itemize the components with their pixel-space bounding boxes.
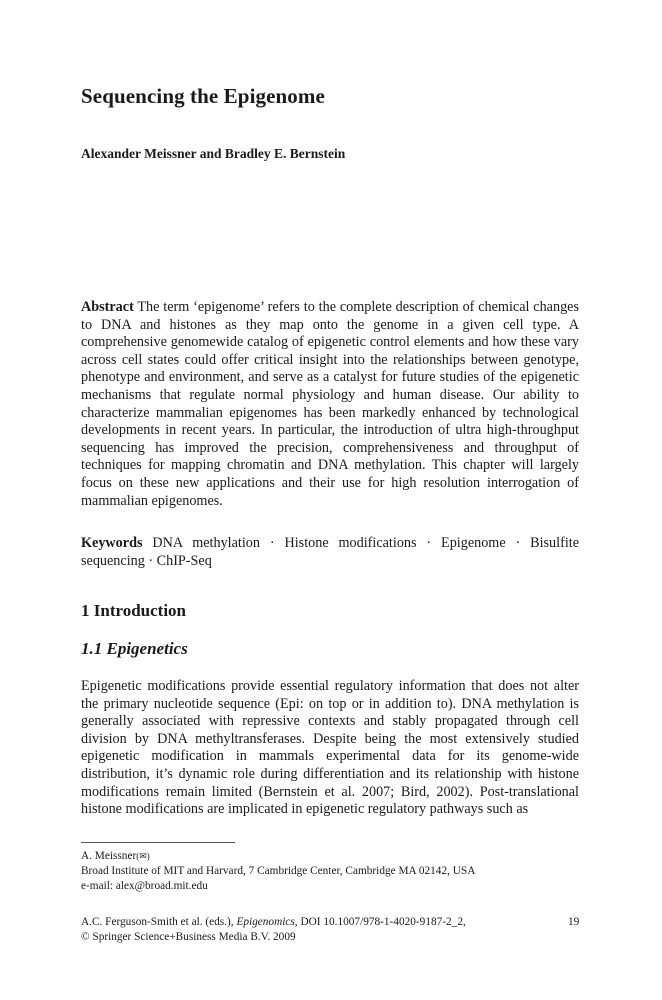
- citation-doi: , DOI 10.1007/978-1-4020-9187-2_2,: [294, 916, 466, 928]
- footnote-email: e-mail: alex@broad.mit.edu: [81, 880, 208, 892]
- citation-editors: A.C. Ferguson-Smith et al. (eds.),: [81, 916, 237, 928]
- page-number: 19: [568, 916, 580, 928]
- author-list: Alexander Meissner and Bradley E. Bernstein: [81, 146, 346, 161]
- body-paragraph: Epigenetic modifications provide essential regulatory information that does not alter the primary nucleotide sequence (Epi: on top or in addition to). DNA methylation is generally associated with repressive contexts and stably propagated through cell division by DNA methyltransferases. Despite being the most extensively studied epigenetic modification in mammals experimental data for its genome-wide distribution, it’s dynamic role during differentiation and its relationship with histone modifications remain limited (Bernstein et al. 2007; Bird, 2002). Post-translational histone modifications are implicated in epigenetic regulatory pathways such as: [81, 678, 579, 818]
- chapter-title: Sequencing the Epigenome: [81, 84, 325, 108]
- author-footnote: [81, 849, 581, 894]
- footnote-divider: [81, 842, 235, 843]
- citation-line: [81, 915, 581, 930]
- abstract-label: Abstract: [81, 299, 134, 315]
- citation-book: Epigenomics: [236, 916, 295, 928]
- subsection-heading-epigenetics: 1.1 Epigenetics: [81, 639, 188, 658]
- section-heading-introduction: 1 Introduction: [81, 601, 187, 620]
- citation-copyright: © Springer Science+Business Media B.V. 2009: [81, 931, 296, 943]
- keywords-label: Keywords: [81, 535, 143, 551]
- footnote-author-line: [81, 849, 581, 864]
- mail-icon: (✉): [136, 851, 150, 861]
- keywords-paragraph: [81, 535, 579, 570]
- keywords-text: DNA methylation · Histone modifications · Epigenome · Bisulfite sequencing · ChIP-Seq: [81, 535, 580, 569]
- citation-block: [81, 915, 581, 945]
- footnote-affiliation: Broad Institute of MIT and Harvard, 7 Cambridge Center, Cambridge MA 02142, USA: [81, 865, 476, 877]
- footnote-author: A. Meissner: [81, 850, 137, 862]
- abstract-paragraph: [81, 299, 579, 510]
- abstract-text: The term ‘epigenome’ refers to the complete description of chemical changes to DNA and histones as they map onto the genome in a given cell type. A comprehensive genomewide catalog of epigenetic control elements and how these vary across cell states could offer critical insight into the relationships between genotype, phenotype and environment, and serve as a catalyst for future studies of the epigenetic mechanisms that regulate normal physiology and human disease. Our ability to characterize mammalian epigenomes has been markedly enhanced by technological developments in recent years. In particular, the introduction of ultra high-throughput sequencing has improved the precision, comprehensiveness and throughput of techniques for mapping chromatin and DNA methylation. This chapter will largely focus on these new applications and their use for high resolution interrogation of mammalian epigenomes.: [81, 299, 579, 509]
